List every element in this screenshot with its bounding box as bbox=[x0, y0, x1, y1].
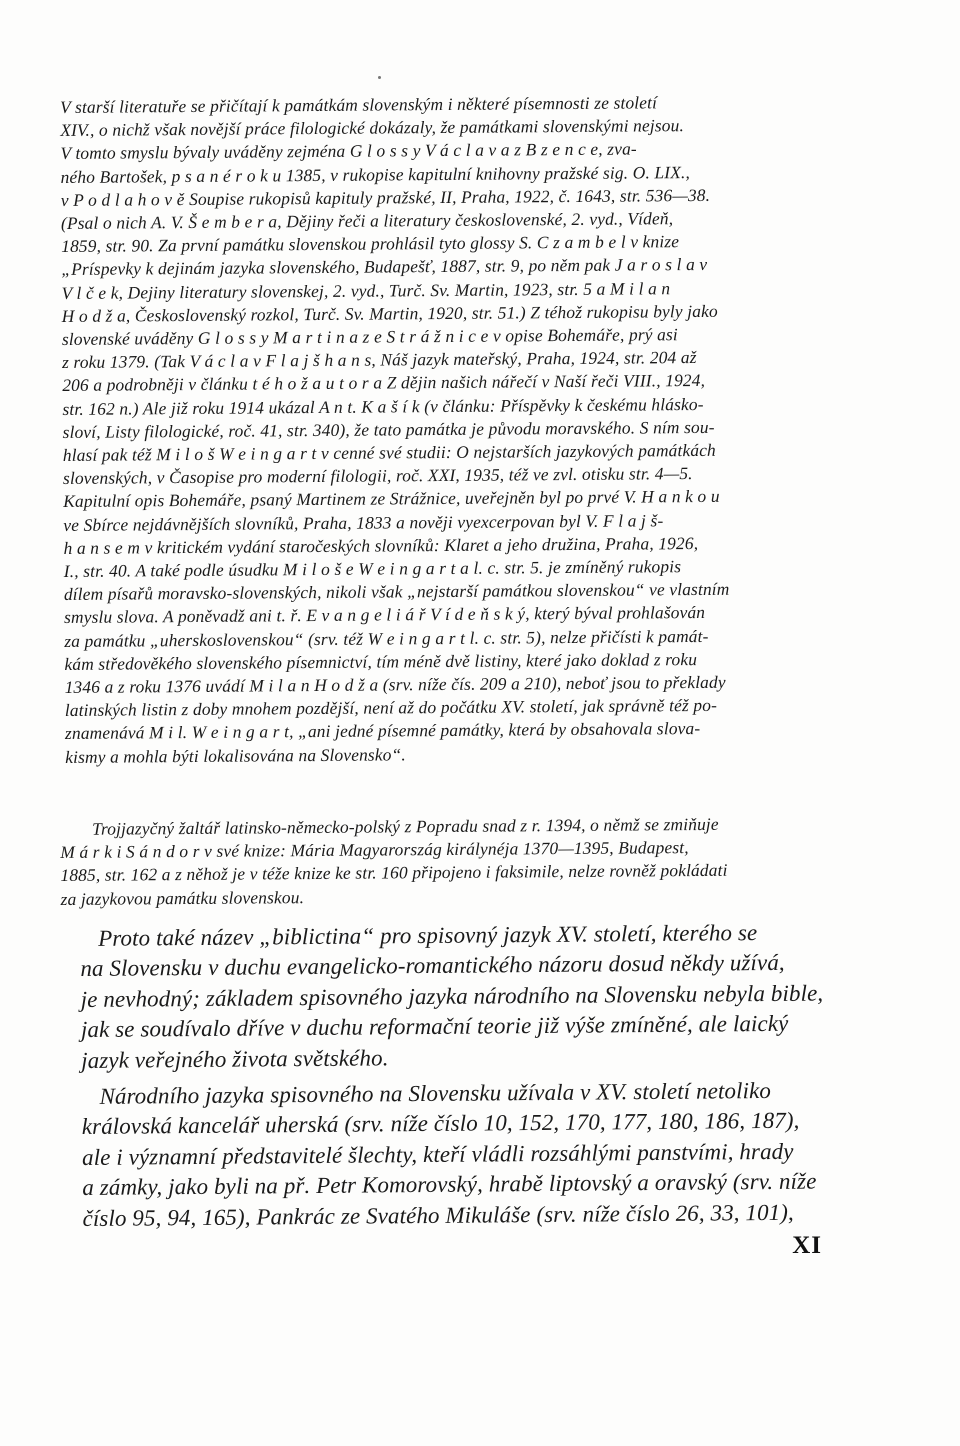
paragraph-national-language bbox=[81, 1075, 864, 1234]
paragraph3-line: jazyk veřejného života světského. bbox=[81, 1044, 389, 1073]
paragraph1-line: slovenských, v Časopise pro moderní filologii, roč. XXI, 1935, též ve zvl. otisku str. 4—5. bbox=[62, 463, 693, 489]
paragraph4-line: ale i významní představitelé šlechty, kteří vládli rozsáhlými panstvími, hrady bbox=[81, 1138, 794, 1170]
paragraph3-line: Proto také název „biblictina“ pro spisovný jazyk XV. století, kterého se bbox=[98, 920, 758, 951]
paragraph1-line: ného Bartošek, p s a n é r o k u 1385, v rukopise kapitulní knihovny pražské sig. O. LIX., bbox=[60, 161, 691, 187]
print-speck bbox=[378, 76, 381, 79]
paragraph4-line: číslo 95, 94, 165), Pankrác ze Svatého Mikuláše (srv. níže číslo 26, 33, 101), bbox=[82, 1199, 794, 1231]
main-text bbox=[80, 917, 865, 1234]
footnote-paragraph-psalter bbox=[60, 812, 843, 911]
paragraph1-line: smyslu slova. A poněvadž ani t. ř. E v a n g e l i á ř V í d e ň s k ý, který býval prohlašován bbox=[64, 602, 706, 628]
paragraph2-line: M á r k i S á n d o r v své knize: Mária Magyarország királynéja 1370—1395, Budapest, bbox=[60, 837, 689, 863]
paragraph3-line: je nevhodný; základem spisovného jazyka národního na Slovensku nebyla bible, bbox=[80, 980, 824, 1012]
paragraph1-line: Kapitulní opis Bohemáře, psaný Martinem ze Strážnice, uveřejněn byl po prvé V. H a n k o u bbox=[63, 486, 720, 512]
paragraph2-line: 1885, str. 162 a z něhož je v téže knize ke str. 160 připojeno i faksimile, nelze rovněž pokládati bbox=[60, 860, 728, 886]
paragraph1-line: z roku 1379. (Tak V á c l a v F l a j š h a n s, Náš jazyk mateřský, Praha, 1924, str. 204 až bbox=[62, 347, 697, 373]
paragraph1-line: sloví, Listy filologické, roč. 41, str. 340), že tato památka je původu moravského. S ním sou- bbox=[62, 416, 715, 442]
paragraph1-line: 1859, str. 90. Za první památku slovenskou prohlásil tyto glossy S. C z a m b e l v knize bbox=[61, 231, 680, 257]
paragraph1-line: dílem písařů moravsko-slovenských, nikoli však „nejstarší památkou slovenskou“ ve vlastním bbox=[63, 579, 730, 605]
paragraph1-line: za památku „uherskoslovenskou“ (srv. též W e i n g a r t l. c. str. 5), nelze přičísti k památ- bbox=[64, 625, 709, 651]
paragraph1-line: „Príspevky k dejinám jazyka slovenského, Budapešť, 1887, str. 9, po něm pak J a r o s l a v bbox=[61, 254, 708, 280]
paragraph3-line: jak se soudívalo dříve v duchu reformační teorie již výše zmíněné, ale laický bbox=[80, 1011, 789, 1043]
paragraph1-line: h a n s e m v kritickém vydání staročeských slovníků: Klaret a jeho družina, Praha, 1926, bbox=[63, 532, 699, 558]
paragraph1-line: 1346 a z roku 1376 uvádí M i l a n H o d ž a (srv. níže čís. 209 a 210), neboť jsou to překlady bbox=[64, 671, 726, 698]
paragraph1-line: ve Sbírce nejdávnějších slovníků, Praha, 1833 a nověji vyexcerpovan byl V. F l a j š- bbox=[63, 509, 664, 535]
paragraph1-line: I., str. 40. A také podle úsudku M i l o š e W e i n g a r t a l. c. str. 5. je zmíněný rukopis bbox=[63, 556, 682, 582]
paragraph1-line: 206 a podrobněji v článku t é h o ž a u t o r a Z dějin našich nářečí v Naší řeči VIII., 1924, bbox=[62, 370, 706, 396]
paragraph1-line: XIV., o nichž však novější práce filologické dokázaly, že památkami slovenskými nejsou. bbox=[60, 115, 685, 141]
paragraph1-line: hlasí pak též M i l o š W e i n g a r t v cenné své studii: O nejstarších jazykových památkách bbox=[62, 439, 716, 466]
paragraph-biblictina bbox=[80, 917, 863, 1076]
paragraph1-line: kismy a mohla býti lokalisována na Slovensko“. bbox=[65, 743, 406, 767]
paragraph1-line: kám středověkého slovenského písemnictví, tím méně dvě listiny, které jako doklad z roku bbox=[64, 648, 698, 674]
paragraph1-line: V l č e k, Dejiny literatury slovenskej, 2. vyd., Turč. Sv. Martin, 1923, str. 5 a M i l a n bbox=[61, 277, 671, 303]
page-number: XI bbox=[792, 1232, 822, 1259]
paragraph2-line: za jazykovou památku slovenskou. bbox=[60, 886, 305, 909]
paragraph1-line: H o d ž a, Československý rozkol, Turč. Sv. Martin, 1920, str. 51.) Z téhož rukopisu byly jako bbox=[61, 300, 718, 326]
footnote-paragraph-literature bbox=[60, 90, 847, 769]
paragraph3-line: na Slovensku v duchu evangelicko-romantického názoru dosud někdy užívá, bbox=[80, 950, 785, 982]
paragraph1-line: v P o d l a h o v ě Soupise rukopisů kapituly pražské, II, Praha, 1922, č. 1643, str. 536—38. bbox=[60, 184, 711, 210]
paragraph1-line: slovenské uváděny G l o s s y M a r t i n a z e S t r á ž n i c e v opise Bohemáře, prý asi bbox=[61, 324, 678, 350]
paragraph4-line: Národního jazyka spisovného na Slovensku užívala v XV. století netoliko bbox=[99, 1078, 772, 1109]
paragraph1-line: (Psal o nich A. V. Š e m b e r a, Dějiny řeči a literatury československé, 2. vyd., Vídeň, bbox=[60, 208, 674, 234]
paragraph1-line: V tomto smyslu bývaly uváděny zejména G l o s s y V á c l a v a z B z e n c e, zva- bbox=[60, 138, 637, 164]
paragraph1-line: V starší literatuře se přičítají k památkám slovenským i některé písemnosti ze století bbox=[60, 92, 658, 117]
paragraph1-line: str. 162 n.) Ale již roku 1914 ukázal A n t. K a š í k (v článku: Příspěvky k českému hlásko- bbox=[62, 393, 704, 419]
paragraph4-line: a zámky, jako byli na př. Petr Komorovský, hrabě liptovský a oravský (srv. níže bbox=[82, 1168, 817, 1201]
paragraph1-line: znamenává M i l. W e i n g a r t, „ani jedné písemné památky, která by obsahovala slova- bbox=[64, 718, 701, 744]
paragraph2-line: Trojjazyčný žaltář latinsko-německo-polský z Popradu snad z r. 1394, o němž se zmiňuje bbox=[92, 813, 719, 839]
paragraph1-line: latinských listin z doby mnohem pozdější, není až do počátku XV. století, jak správně též po- bbox=[64, 695, 718, 721]
paragraph4-line: královská kancelář uherská (srv. níže číslo 10, 152, 170, 177, 180, 186, 187), bbox=[81, 1108, 800, 1140]
